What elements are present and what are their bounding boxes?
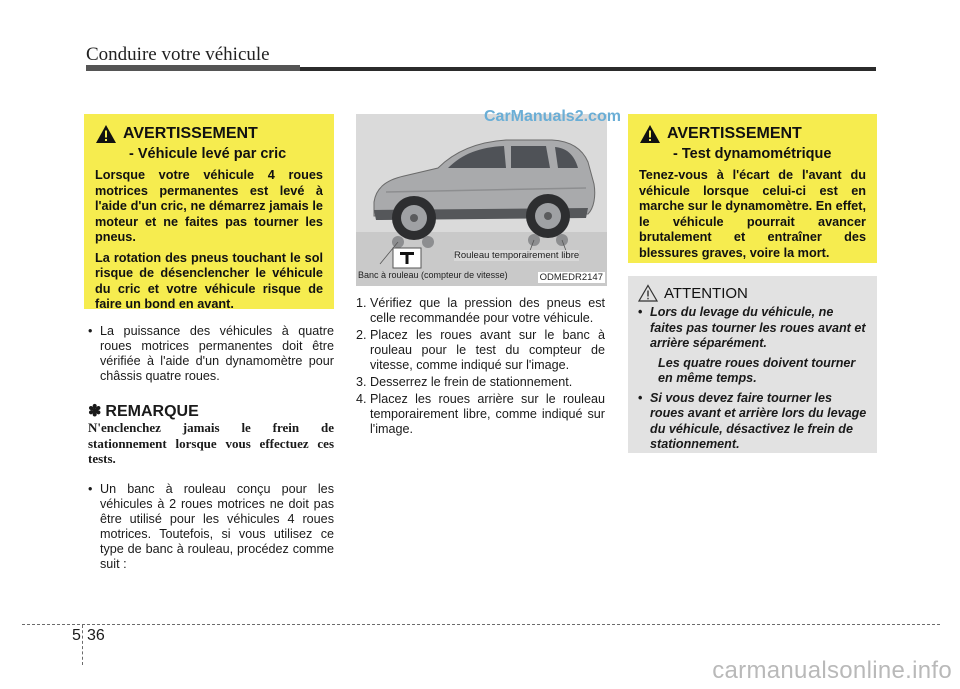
list-item (356, 392, 605, 437)
site-watermark: carmanualsonline.info (712, 657, 952, 684)
warning-triangle-icon (639, 124, 661, 144)
remark-heading (88, 404, 334, 419)
left-column (88, 324, 334, 572)
figure-label-free-roller: Rouleau temporairement libre (454, 250, 580, 261)
page-number: 36 (87, 627, 105, 644)
remark-body: N'enclenchez jamais le frein de stationnement lorsque vous effectuez ces tests. (88, 420, 334, 466)
list-item (356, 375, 605, 390)
bullet-text: La puissance des véhicules à quatre roues motrices permanentes doit être vérifiée à l'aide d'un dynamomètre pour châssis quatre roues. (100, 324, 334, 383)
figure-code: ODMEDR2147 (539, 272, 603, 283)
list-item (356, 296, 605, 326)
step-text: Desserrez le frein de stationnement. (370, 375, 573, 389)
chapter-number: 5 (72, 627, 81, 644)
step-number: 1. (356, 296, 367, 310)
warning-triangle-icon (95, 124, 117, 144)
dynamometer-figure (356, 114, 607, 286)
header-rule (86, 67, 876, 71)
warning-box-jack (84, 114, 334, 309)
warning-paragraph: La rotation des pneus touchant le sol risque de désenclencher le véhicule du cric et votre véhicule risque de faire un bond en avant. (95, 250, 323, 311)
step-number: 4. (356, 392, 367, 406)
step-number: 3. (356, 375, 367, 389)
warning-subtitle: - Véhicule levé par cric (129, 146, 287, 162)
warning-paragraph: Lorsque votre véhicule 4 roues motrices permanentes est levé à l'aide d'un cric, ne démarrez jamais le moteur et ne faites pas tourner les pneus. (95, 168, 323, 244)
attention-bullet: Si vous devez faire tourner les roues avant et arrière lors du levage du véhicule, désactivez le frein de stationnement. (650, 390, 867, 451)
list-item: • Un banc à rouleau conçu pour les véhicules à 2 roues motrices ne doit pas être utilisé pour les véhicules 4 roues motrices. Toutefois, si vous utilisez ce type de banc à rouleau, procédez comme suit : (88, 481, 334, 571)
carmanuals-watermark: CarManuals2.com (484, 108, 621, 125)
figure-label-dyno: Banc à rouleau (compteur de vitesse) (358, 270, 508, 280)
bullet-text: Un banc à rouleau conçu pour les véhicules à 2 roues motrices ne doit pas être utilisé pour les véhicules 4 roues motrices. Toutefois, si vous utilisez ce type de banc à rouleau, procédez comme suit : (100, 481, 334, 571)
caution-triangle-icon (638, 284, 658, 302)
attention-title: ATTENTION (664, 284, 748, 302)
warning-title: AVERTISSEMENT (667, 125, 802, 142)
step-text: Vérifiez que la pression des pneus est celle recommandée pour votre véhicule. (370, 296, 605, 325)
step-text: Placez les roues arrière sur le rouleau temporairement libre, comme indiqué sur l'image. (370, 392, 605, 436)
footer-rule (22, 624, 940, 625)
list-item: • La puissance des véhicules à quatre roues motrices permanentes doit être vérifiée à l'aide d'un dynamomètre pour châssis quatre roues. (88, 324, 334, 383)
page-number-divider (82, 625, 83, 665)
warning-subtitle: - Test dynamométrique (673, 146, 832, 162)
warning-box-dynamometer (628, 114, 877, 263)
step-number: 2. (356, 328, 367, 342)
warning-title: AVERTISSEMENT (123, 125, 258, 142)
list-item: • Si vous devez faire tourner les roues avant et arrière lors du levage du véhicule, désactivez le frein de stationnement. (638, 390, 867, 451)
asterisk-icon: ✽ (88, 403, 102, 420)
attention-box (628, 276, 877, 453)
attention-bullet: Lors du levage du véhicule, ne faites pas tourner les roues avant et arrière séparément. (650, 305, 866, 350)
attention-continuation: Les quatre roues doivent tourner en même temps. (658, 355, 856, 385)
steps-list (356, 296, 605, 439)
warning-paragraph: Tenez-vous à l'écart de l'avant du véhicule lorsque celui-ci est en marche sur le dynamomètre. En effet, le véhicule pourrait avancer brutalement et entraîner des blessures graves, voire la mort. (639, 168, 866, 260)
page-header-title: Conduire votre véhicule (86, 44, 270, 65)
remark-title: REMARQUE (105, 403, 199, 420)
list-item (356, 328, 605, 373)
list-item: • Lors du levage du véhicule, ne faites pas tourner les roues avant et arrière séparément. (638, 305, 866, 350)
step-text: Placez les roues avant sur le banc à rouleau pour le test du compteur de vitesse, comme indiqué sur l'image. (370, 328, 605, 372)
